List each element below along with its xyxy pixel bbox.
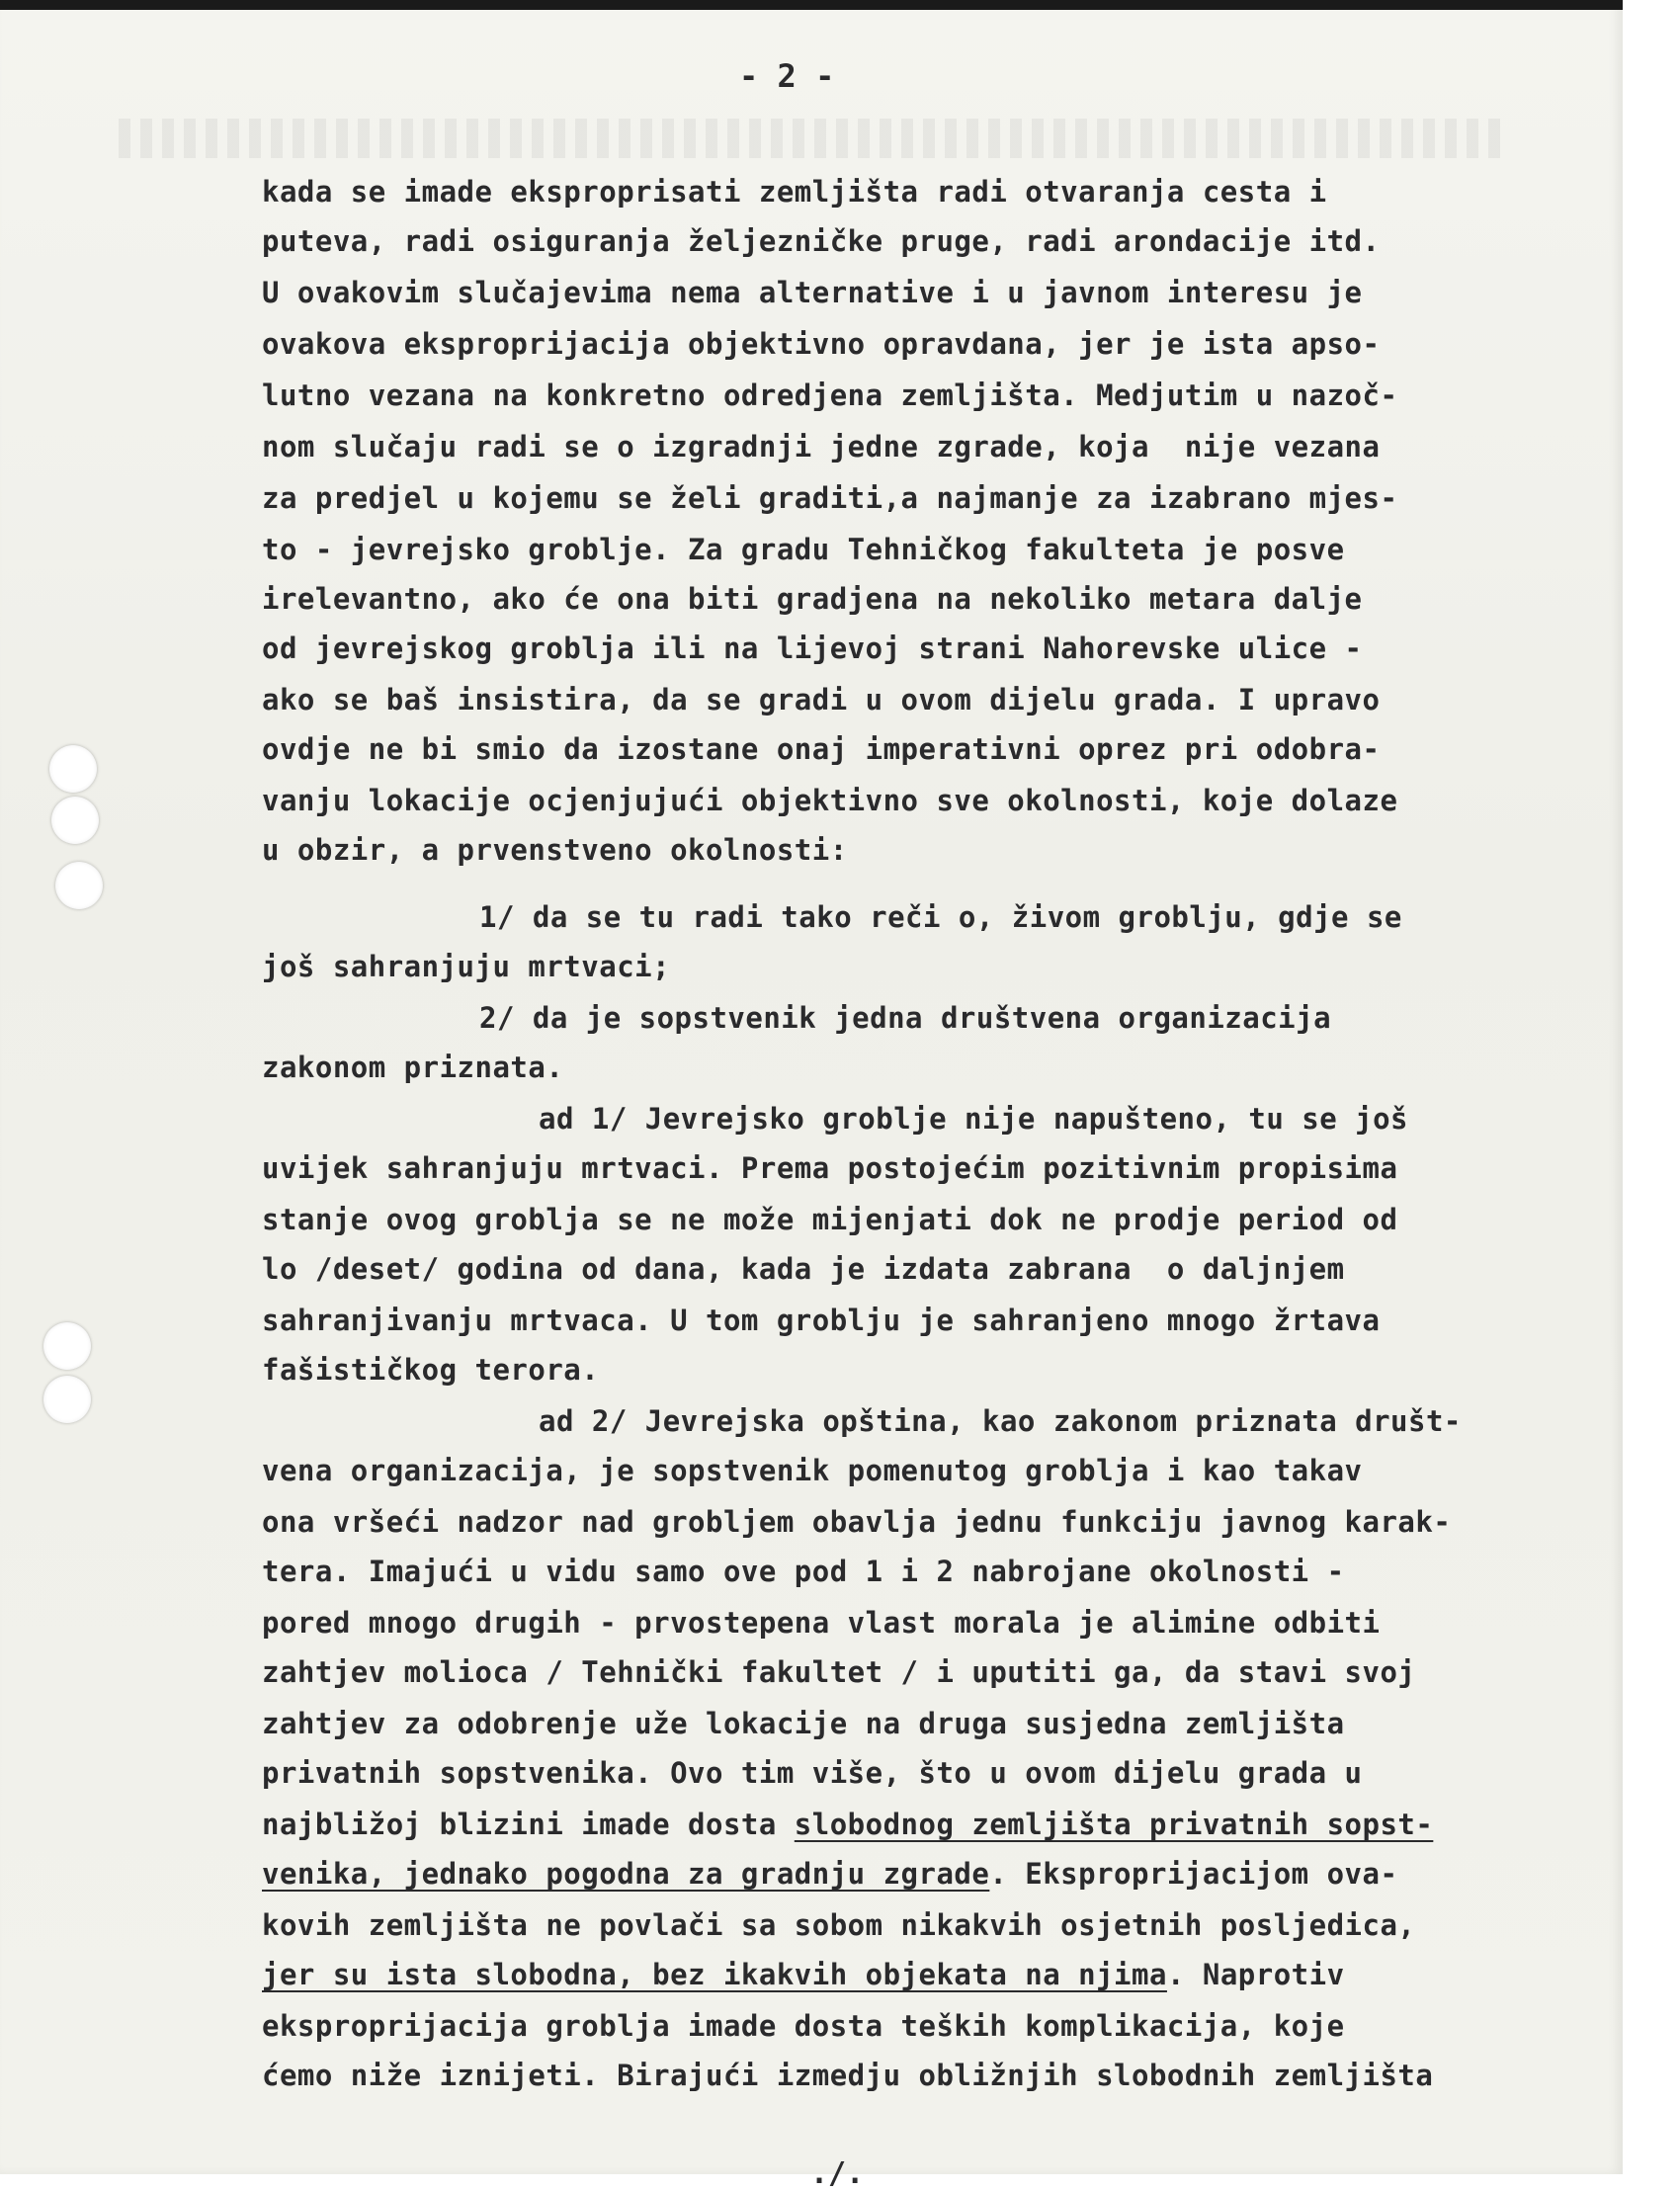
text-line: pored mnogo drugih - prvostepena vlast morala je alimine odbiti [262, 1606, 1381, 1640]
text-line: irelevantno, ako će ona biti gradjena na nekoliko metara dalje [262, 582, 1363, 616]
paragraph-ad-1: ad 1/ Jevrejsko groblje nije napušteno, tu se još [539, 1102, 1409, 1136]
text-line: lutno vezana na konkretno odredjena zemljišta. Medjutim u nazoč- [262, 379, 1398, 412]
paragraph-ad-2: ad 2/ Jevrejska opština, kao zakonom priznata društ- [539, 1404, 1462, 1438]
scan-margin [1623, 0, 1680, 2174]
text-line: vanju lokacije ocjenjujući objektivno sve okolnosti, koje dolaze [262, 784, 1398, 817]
punch-hole [51, 797, 99, 844]
text-line: lo /deset/ godina od dana, kada je izdata zabrana o daljnjem [262, 1252, 1345, 1286]
text-line: eksproprijacija groblja imade dosta teških komplikacija, koje [262, 2009, 1345, 2043]
text-line: tera. Imajući u vidu samo ove pod 1 i 2 nabrojane okolnosti - [262, 1555, 1345, 1588]
list-item-1: 1/ da se tu radi tako reči o, živom groblju, gdje se [479, 900, 1402, 934]
list-item-2: 2/ da je sopstvenik jedna društvena organizacija [479, 1001, 1332, 1035]
text-line: vena organizacija, je sopstvenik pomenutog groblja i kao takav [262, 1454, 1363, 1487]
text-segment: najbližoj blizini imade dosta [262, 1808, 795, 1841]
scan-margin-top [1623, 0, 1680, 10]
text-line: u obzir, a prvenstveno okolnosti: [262, 833, 848, 867]
text-line: puteva, radi osiguranja željezničke pruge, radi arondacije itd. [262, 224, 1381, 258]
text-line: zakonom priznata. [262, 1051, 564, 1084]
bleed-through-shadow [119, 119, 1502, 158]
text-line: nom slučaju radi se o izgradnji jedne zgrade, koja nije vezana [262, 430, 1381, 463]
text-line: za predjel u kojemu se želi graditi,a najmanje za izabrano mjes- [262, 481, 1398, 515]
text-line: od jevrejskog groblja ili na lijevoj strani Nahorevske ulice - [262, 632, 1363, 665]
punch-hole [43, 1322, 91, 1370]
text-line: fašističkog terora. [262, 1353, 600, 1387]
text-segment: . Naprotiv [1166, 1958, 1345, 1991]
text-line: ćemo niže iznijeti. Birajući izmedju obližnjih slobodnih zemljišta [262, 2059, 1434, 2092]
text-line-with-underline [262, 1808, 1434, 1841]
underlined-text: slobodnog zemljišta privatnih sopst- [794, 1808, 1434, 1841]
text-line: to - jevrejsko groblje. Za gradu Tehničkog fakulteta je posve [262, 533, 1345, 566]
page-number: - 2 - [739, 57, 835, 95]
text-line: ako se baš insistira, da se gradi u ovom dijelu grada. I upravo [262, 683, 1381, 716]
underlined-text: venika, jednako pogodna za gradnju zgrade [262, 1857, 990, 1891]
punch-hole [49, 745, 97, 793]
scan-top-edge [0, 0, 1623, 10]
punch-hole [55, 862, 103, 909]
text-line: stanje ovog groblja se ne može mijenjati dok ne prodje period od [262, 1203, 1398, 1236]
text-line: zahtjev za odobrenje uže lokacije na druga susjedna zemljišta [262, 1707, 1345, 1740]
text-line: zahtjev molioca / Tehnički fakultet / i uputiti ga, da stavi svoj [262, 1655, 1416, 1689]
text-line: privatnih sopstvenika. Ovo tim više, što u ovom dijelu grada u [262, 1756, 1363, 1790]
text-line: kovih zemljišta ne povlači sa sobom nikakvih osjetnih posljedica, [262, 1908, 1416, 1942]
text-line: još sahranjuju mrtvaci; [262, 950, 671, 983]
text-line: U ovakovim slučajevima nema alternative i u javnom interesu je [262, 276, 1363, 309]
continuation-mark: ./. [810, 2156, 865, 2191]
text-line: ovdje ne bi smio da izostane onaj imperativni oprez pri odobra- [262, 732, 1381, 766]
text-line: sahranjivanju mrtvaca. U tom groblju je sahranjeno mnogo žrtava [262, 1304, 1381, 1337]
text-line: ovakova eksproprijacija objektivno opravdana, jer je ista apso- [262, 327, 1381, 361]
text-line: ona vršeći nadzor nad grobljem obavlja jednu funkciju javnog karak- [262, 1505, 1452, 1539]
text-line-with-underline [262, 1958, 1345, 1991]
underlined-text: jer su ista slobodna, bez ikakvih objekata na njima [262, 1958, 1167, 1991]
text-line-with-underline [262, 1857, 1398, 1891]
punch-hole [43, 1376, 91, 1423]
text-line: uvijek sahranjuju mrtvaci. Prema postojećim pozitivnim propisima [262, 1151, 1398, 1185]
text-segment: . Eksproprijacijom ova- [989, 1857, 1398, 1891]
text-line: kada se imade eksproprisati zemljišta radi otvaranja cesta i [262, 175, 1327, 209]
